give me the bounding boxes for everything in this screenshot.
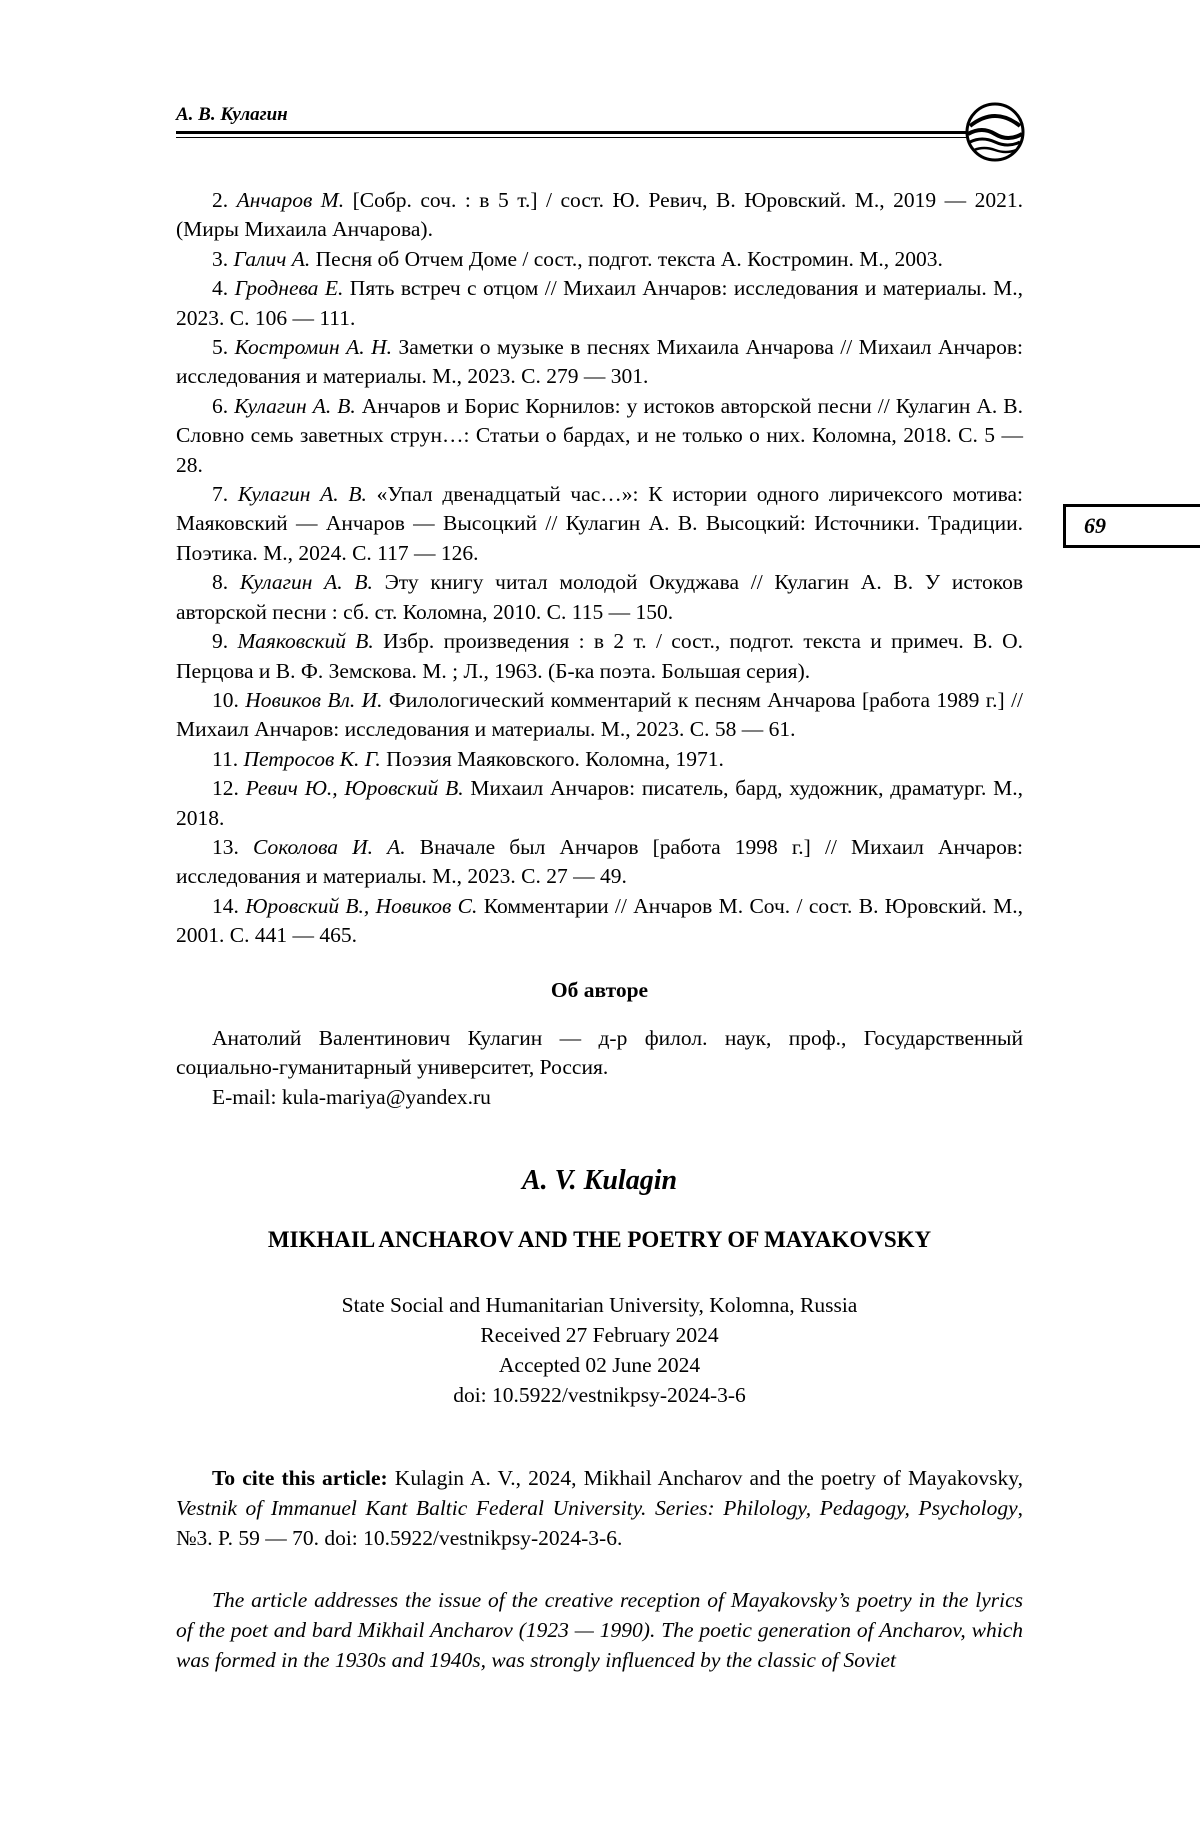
reference-item: 10. Новиков Вл. И. Филологический комментарий к песням Анчарова [работа 1989 г.] // Михаил Анчаров: исследования и материалы. М., 2023. С. 58 — 61. bbox=[176, 687, 1024, 742]
reference-item: 3. Галич А. Песня об Отчем Доме / сост., подгот. текста А. Костромин. М., 2003. bbox=[212, 246, 943, 271]
about-heading: Об авторе bbox=[550, 978, 649, 1002]
reference-item: 13. Соколова И. А. Вначале был Анчаров [работа 1998 г.] // Михаил Анчаров: исследования и материалы. М., 2023. С. 27 — 49. bbox=[176, 834, 1023, 889]
english-author: A. V. Kulagin bbox=[521, 1165, 678, 1196]
reference-item: 4. Гроднева Е. Пять встреч с отцом // Михаил Анчаров: исследования и материалы. М., 2023. С. 106 — 111. bbox=[176, 276, 1023, 330]
reference-list bbox=[176, 186, 1023, 951]
header-rule-thin bbox=[176, 137, 966, 138]
doi: doi: 10.5922/vestnikpsy-2024-3-6 bbox=[453, 1383, 746, 1407]
english-title: MIKHAIL ANCHAROV AND THE POETRY OF MAYAKOVSKY bbox=[267, 1227, 932, 1252]
reference-item: 6. Кулагин А. В. Анчаров и Борис Корнилов: у истоков авторской песни // Кулагин А. В. Словно семь заветных струн…: Статьи о бардах, и не только о них. Коломна, 2018. С. 5 — 28. bbox=[176, 393, 1024, 477]
author-bio: Анатолий Валентинович Кулагин — д-р филол. наук, проф., Государственный социально-гуманитарный университет, Россия. bbox=[176, 1026, 1023, 1080]
abstract: The article addresses the issue of the creative reception of Mayakovsky’s poetry in the lyrics of the poet and bard Mikhail Ancharov (1923 — 1990). The poetic generation of Ancharov, which was formed in the 1930s and 1940s, was strongly influenced by the classic of Soviet bbox=[176, 1587, 1023, 1672]
english-meta bbox=[176, 1290, 1023, 1410]
journal-wave-logo-icon bbox=[964, 100, 1026, 164]
reference-item: 7. Кулагин А. В. «Упал двенадцатый час…»: К истории одного лиричексого мотива: Маяковский — Анчаров — Высоцкий // Кулагин А. В. Высоцкий: Источники. Традиции. Поэтика. М., 2024. С. 117 — 126. bbox=[176, 482, 1023, 565]
page-number: 69 bbox=[1063, 504, 1200, 548]
running-head: А. В. Кулагин bbox=[176, 104, 288, 125]
received-date: Received 27 February 2024 bbox=[480, 1323, 719, 1347]
reference-item: 8. Кулагин А. В. Эту книгу читал молодой Окуджава // Кулагин А. В. У истоков авторской песни : сб. ст. Коломна, 2010. С. 115 — 150. bbox=[176, 570, 1024, 624]
reference-item: 2. Анчаров М. [Собр. соч. : в 5 т.] / сост. Ю. Ревич, В. Юровский. М., 2019 — 2021. (Миры Михаила Анчарова). bbox=[176, 188, 1024, 242]
cite-journal: Vestnik of Immanuel Kant Baltic Federal University. Series: Philology, Pedagogy, Psychology bbox=[176, 1495, 1018, 1520]
reference-item: 14. Юровский В., Новиков С. Комментарии // Анчаров М. Соч. / сост. В. Юровский. М., 2001. С. 441 — 465. bbox=[176, 893, 1024, 948]
author-email: E-mail: kula-mariya@yandex.ru bbox=[212, 1084, 491, 1109]
affiliation: State Social and Humanitarian University, Kolomna, Russia bbox=[341, 1293, 858, 1317]
reference-item: 11. Петросов К. Г. Поэзия Маяковского. Коломна, 1971. bbox=[212, 746, 724, 771]
accepted-date: Accepted 02 June 2024 bbox=[498, 1353, 701, 1377]
citation: To cite this article: Kulagin A. V., 2024, Mikhail Ancharov and the poetry of Mayakovsky, Vestnik of Immanuel Kant Baltic Federal University. Series: Philology, Pedagogy, Psychology, №3. P. 59 — 70. doi: 10.5922/vestnikpsy-2024-3-6. bbox=[176, 1465, 1023, 1550]
reference-item: 9. Маяковский В. Избр. произведения : в 2 т. / сост., подгот. текста и примеч. В. О. Перцова и В. Ф. Земскова. М. ; Л., 1963. (Б-ка поэта. Большая серия). bbox=[176, 629, 1023, 683]
reference-item: 12. Ревич Ю., Юровский В. Михаил Анчаров: писатель, бард, художник, драматург. М., 2018. bbox=[176, 776, 1024, 830]
header-rule-thick bbox=[176, 131, 966, 134]
about-section bbox=[176, 1024, 1023, 1112]
cite-label: To cite this article: bbox=[212, 1465, 388, 1490]
reference-item: 5. Костромин А. Н. Заметки о музыке в песнях Михаила Анчарова // Михаил Анчаров: исследования и материалы. М., 2023. С. 279 — 301. bbox=[176, 335, 1023, 389]
